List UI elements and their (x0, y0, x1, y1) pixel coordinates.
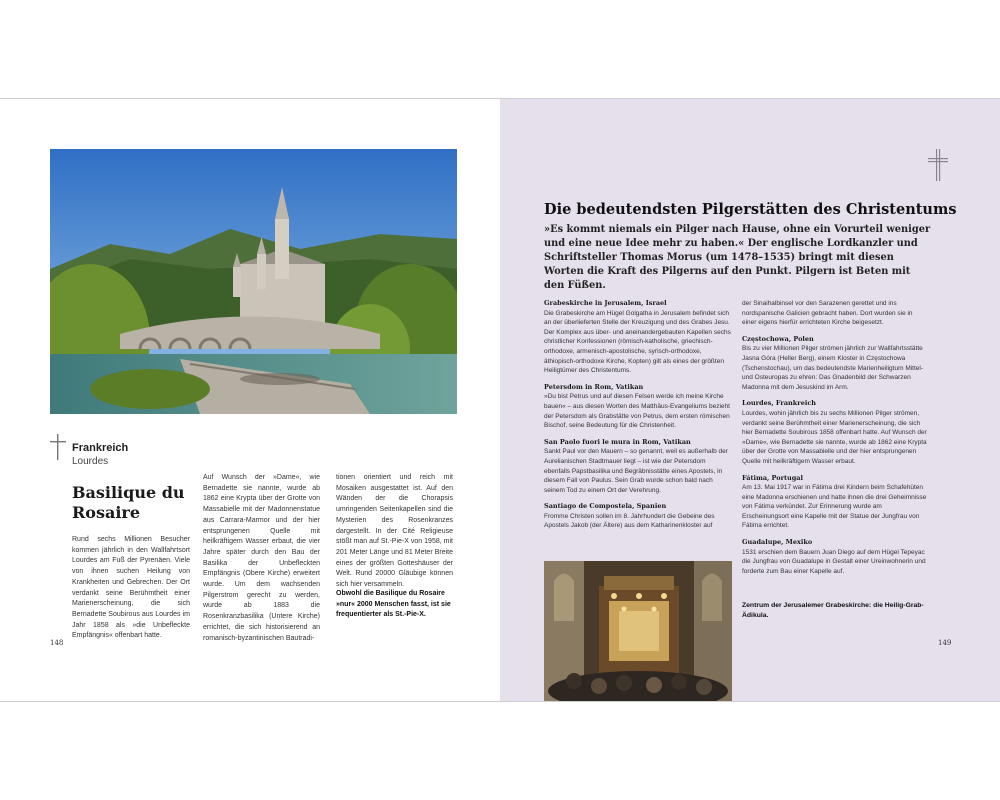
text-column-b: Auf Wunsch der »Dame«, wie Bernadette sie nannte, wurde ab 1862 eine Krypta über der Grotte von Massabielle mit der Madonnenstatue aus Carrara-Marmor und der hier entsprungenen Quelle mit heilkräftigem Wasser erbaut, die vier Jahre später durch den Bau der Basilika der Unbefleckten Empfängnis (Obere Kirche) erweitert wurde. Um dem wachsenden Pilgerstrom gerecht zu werden, wurde ab 1883 die Rosenkranzbasilika (Untere Kirche) errichtet, die sich historisierend an romanisch-byzantinischen Bautradi- (203, 474, 320, 642)
holy-sepulchre-photo (544, 561, 732, 701)
entry-heading: Lourdes, Frankreich (742, 399, 817, 408)
entry-heading: Grabeskirche in Jerusalem, Israel (544, 299, 667, 307)
entry-text: »Du bist Petrus und auf diesen Felsen werde ich meine Kirche bauen« – aus diesen Worten des Matthäus-Evangeliums bezieht der Petersdom als Grabstätte von Petrus, dem ersten römischen Bischof, seine Bedeutung für die Christenheit. (544, 393, 730, 430)
entry (544, 502, 732, 531)
entry-heading: Fátima, Portugal (742, 473, 803, 482)
entry-text: Fromme Christen sollen im 8. Jahrhundert die Gebeine des Apostels Jakob (der Ältere) aus dem Katharinenkloster auf (544, 512, 715, 530)
entries-column-1 (544, 299, 732, 538)
text-column-a: Rund sechs Millionen Besucher kommen jährlich in den Wallfahrtsort Lourdes am Fuß der Pyrenäen. Viele von ihnen suchen Heilung von Krankheiten und Gebrechen. Der Ort verdankt seine Berühmtheit einer Marienerscheinung, die sich Bernadette Soubirous aus Lourdes im Jahr 1858 als »die Unbefleckte Empfängnis« offenbart hatte. (72, 536, 190, 640)
right-page (500, 99, 1000, 701)
text-column-c: tionen orientiert und reich mit Mosaiken ausgestattet ist. Auf den Wänden der die Chorapsis umringenden Seitenkapellen sind die Mysterien des Rosenkranzes dargestellt. In der Cité Religieuse stößt man auf St.-Pie-X von 1958, mit 201 Meter Länge und 81 Meter Breite eines der größten Gotteshäuser der Welt. Rund 20000 Gläubige können sich hier versammeln. (336, 474, 453, 589)
location-city: Lourdes (72, 456, 109, 467)
left-page (0, 99, 500, 701)
entry-text: Am 13. Mai 1917 war in Fátima drei Kindern beim Schafehüten eine Madonna erschienen und hatte ihnen die drei Geheimnisse von Fátima verkündet. Zur Erinnerung wurde am Erscheinungsort eine Kapelle mit der Statue der Jungfrau von Fátima errichtet. (742, 484, 927, 530)
entry (742, 335, 928, 393)
entry-text: Lourdes, wohin jährlich bis zu sechs Millionen Pilger strömen, verdankt seine Berühmtheit einer Marienerscheinung, die sich hier Bernadette Soubirous 1858 offenbart hatte. Auf Wunsch der »Dame«, wie Bernadette sie nannte, wurde ab 1862 eine Krypta über der Grotte von Massabielle und der hier entsprungenen Quelle mit heilkräftigem Wasser erbaut. (742, 409, 927, 465)
entry-text: Die Grabeskirche am Hügel Golgatha in Jerusalem befindet sich an der überlieferten Stelle der Kreuzigung und des Grabes Jesu. Der Komplex aus über- und aneinandergebauten Kapellen sechs christlicher Konfessionen (römisch-katholische, griechisch-orthodoxe, armenisch-apostolische, syrisch-orthodoxe, äthiopisch-orthodoxe Kirche, Kopten) gilt als eines der größten Heiligtümer des Christentums. (544, 309, 731, 375)
entry (742, 399, 928, 466)
cross-icon (928, 149, 948, 181)
page-number-left: 148 (50, 639, 64, 647)
intro-text: »Es kommt niemals ein Pilger nach Hause, ohne ein Vorurteil weniger und eine neue Idee mehr zu haben.« Der englische Lordkanzler und Schriftsteller Thomas Morus (um 1478–1535) bringt mit diesen Worten die Kraft des Pilgerns auf den Punkt. Pilgern ist Beten mit den Füßen. (544, 224, 931, 291)
entries-column-2 (742, 299, 928, 583)
entry-text: der Sinaihalbinsel vor den Sarazenen gerettet und ins nordspanische Galicien gebracht haben. Dort wurden sie in einer eigens hierfür errichteten Kirche beigesetzt. (742, 300, 913, 327)
entry (742, 474, 928, 532)
lourdes-basilica-photo (50, 149, 457, 414)
book-spread (0, 98, 1000, 702)
article-title: Basilique du Rosaire (72, 483, 185, 522)
entry-heading: Częstochowa, Polen (742, 334, 814, 343)
entry (544, 299, 732, 376)
location-country: Frankreich (72, 442, 129, 454)
entry (544, 438, 732, 496)
entry-text: Bis zu vier Millionen Pilger strömen jährlich zur Wallfahrtsstätte Jasna Góra (Heller Berg), einem Kloster in Częstochowa (Tschenstochau), um das bedeutendste Marienheiligtum Mittel- und Osteuropas zu ehren: Das Gnadenbild der Schwarzen Madonna mit dem Jesuskind im Arm. (742, 345, 924, 391)
entry (742, 299, 928, 328)
pull-quote: Obwohl die Basilique du Rosaire »nur« 2000 Menschen fasst, ist sie frequentierter als St.-Pie-X. (336, 590, 451, 619)
entry-heading: San Paolo fuori le mura in Rom, Vatikan (544, 437, 691, 446)
entry-text: 1531 erschien dem Bauern Juan Diego auf dem Hügel Tepeyac die Jungfrau von Guadalupe in Gestalt einer Ureinwohnerin und forderte zum Bau einer Kapelle auf. (742, 548, 926, 575)
page-number-right: 149 (938, 639, 952, 647)
entry-heading: Petersdom in Rom, Vatikan (544, 382, 644, 391)
entry-heading: Santiago de Compostela, Spanien (544, 502, 667, 511)
entry (742, 538, 928, 576)
photo-caption: Zentrum der Jerusalemer Grabeskirche: die Heilig-Grab-Ädikula. (742, 602, 924, 619)
entry-text: Sankt Paul vor den Mauern – so genannt, weil es außerhalb der Aurelianischen Stadtmauer liegt – ist wie der Petersdom ebenfalls Papstbasilika und Begräbnisstätte eines Apostels, in diesem Fall von Paulus. Sein Grab wurde schon bald nach seinem Tod zu einem Ort der Verehrung. (544, 448, 728, 494)
entry-heading: Guadalupe, Mexiko (742, 538, 813, 547)
cross-icon (50, 434, 66, 460)
section-title: Die bedeutendsten Pilgerstätten des Christentums (544, 201, 957, 218)
entry (544, 383, 732, 431)
